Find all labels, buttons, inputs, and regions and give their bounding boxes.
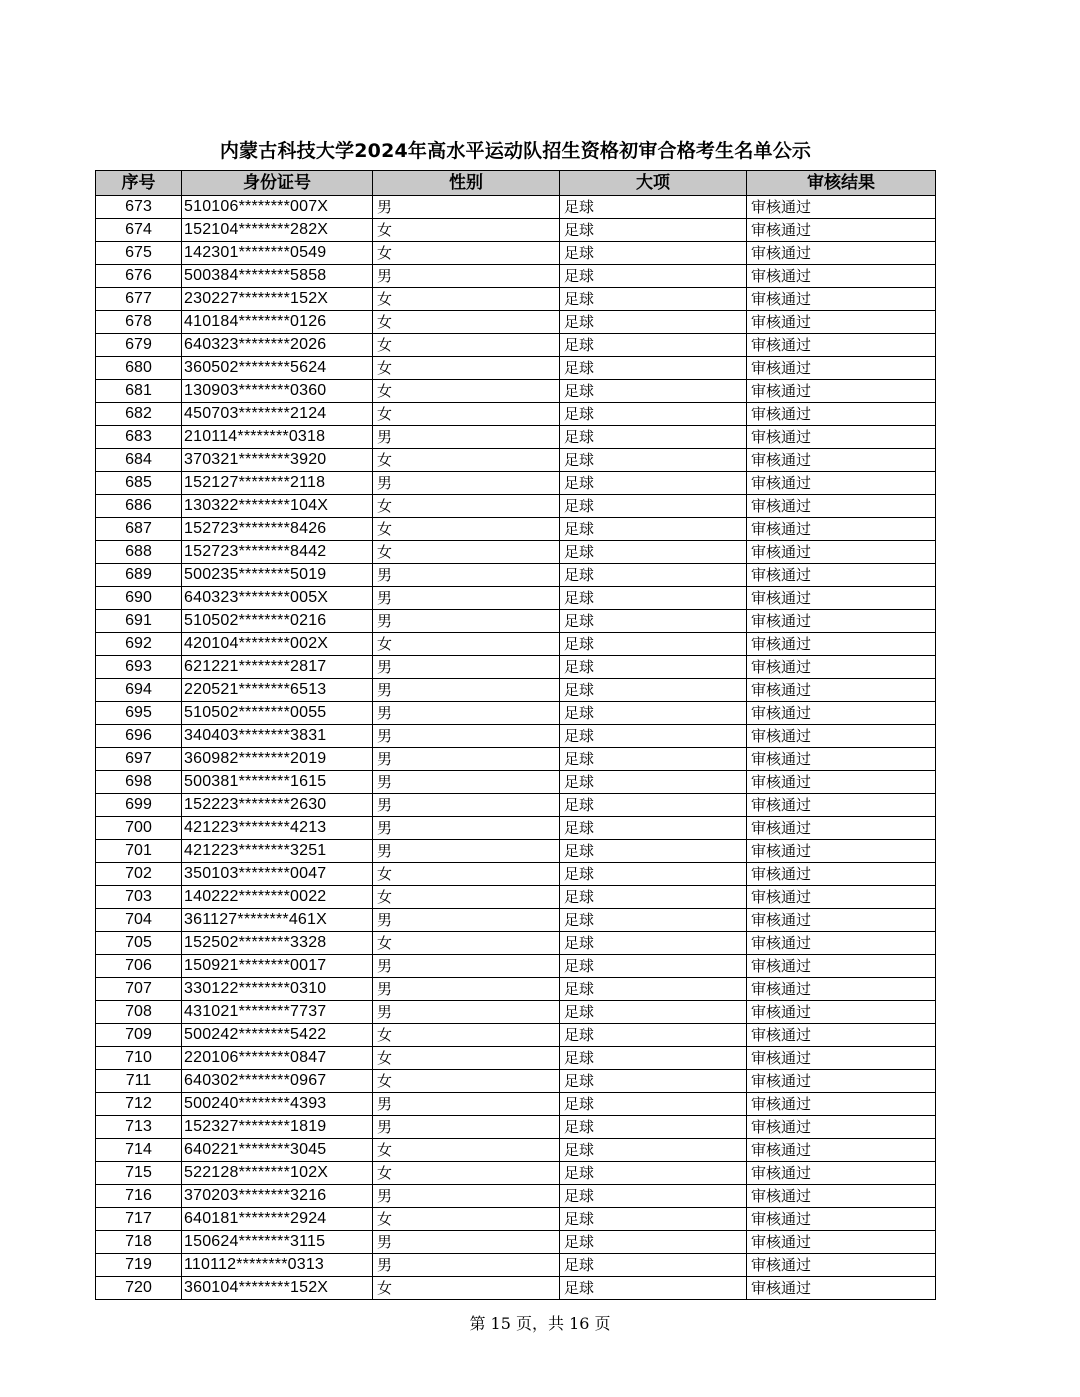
table-row bbox=[96, 978, 936, 1001]
cell-gender: 女 bbox=[373, 932, 560, 955]
cell-sport: 足球 bbox=[560, 403, 747, 426]
cell-id-number: 500235********5019 bbox=[182, 564, 373, 587]
cell-sport: 足球 bbox=[560, 1277, 747, 1300]
cell-result: 审核通过 bbox=[747, 564, 936, 587]
cell-result: 审核通过 bbox=[747, 426, 936, 449]
table-row bbox=[96, 771, 936, 794]
cell-gender: 男 bbox=[373, 909, 560, 932]
cell-id-number: 152327********1819 bbox=[182, 1116, 373, 1139]
cell-serial: 682 bbox=[96, 403, 182, 426]
cell-gender: 女 bbox=[373, 633, 560, 656]
cell-gender: 男 bbox=[373, 748, 560, 771]
cell-serial: 673 bbox=[96, 196, 182, 219]
cell-id-number: 152223********2630 bbox=[182, 794, 373, 817]
cell-sport: 足球 bbox=[560, 1254, 747, 1277]
cell-result: 审核通过 bbox=[747, 1254, 936, 1277]
cell-sport: 足球 bbox=[560, 1001, 747, 1024]
cell-result: 审核通过 bbox=[747, 587, 936, 610]
cell-sport: 足球 bbox=[560, 380, 747, 403]
cell-id-number: 210114********0318 bbox=[182, 426, 373, 449]
header-gender: 性别 bbox=[373, 171, 560, 196]
cell-sport: 足球 bbox=[560, 334, 747, 357]
cell-result: 审核通过 bbox=[747, 403, 936, 426]
cell-result: 审核通过 bbox=[747, 1185, 936, 1208]
cell-serial: 710 bbox=[96, 1047, 182, 1070]
cell-serial: 720 bbox=[96, 1277, 182, 1300]
cell-result: 审核通过 bbox=[747, 610, 936, 633]
cell-id-number: 450703********2124 bbox=[182, 403, 373, 426]
cell-sport: 足球 bbox=[560, 1047, 747, 1070]
cell-sport: 足球 bbox=[560, 311, 747, 334]
table-row bbox=[96, 380, 936, 403]
cell-id-number: 621221********2817 bbox=[182, 656, 373, 679]
cell-sport: 足球 bbox=[560, 265, 747, 288]
table-row bbox=[96, 656, 936, 679]
cell-result: 审核通过 bbox=[747, 518, 936, 541]
cell-gender: 女 bbox=[373, 1024, 560, 1047]
table-row bbox=[96, 840, 936, 863]
cell-gender: 女 bbox=[373, 219, 560, 242]
cell-sport: 足球 bbox=[560, 771, 747, 794]
cell-id-number: 500242********5422 bbox=[182, 1024, 373, 1047]
table-row bbox=[96, 449, 936, 472]
cell-serial: 708 bbox=[96, 1001, 182, 1024]
cell-serial: 717 bbox=[96, 1208, 182, 1231]
table-row bbox=[96, 472, 936, 495]
cell-serial: 711 bbox=[96, 1070, 182, 1093]
cell-id-number: 640323********2026 bbox=[182, 334, 373, 357]
cell-sport: 足球 bbox=[560, 495, 747, 518]
cell-result: 审核通过 bbox=[747, 633, 936, 656]
cell-gender: 男 bbox=[373, 771, 560, 794]
cell-result: 审核通过 bbox=[747, 196, 936, 219]
cell-result: 审核通过 bbox=[747, 771, 936, 794]
cell-result: 审核通过 bbox=[747, 334, 936, 357]
cell-serial: 706 bbox=[96, 955, 182, 978]
table-row bbox=[96, 1070, 936, 1093]
cell-id-number: 640181********2924 bbox=[182, 1208, 373, 1231]
cell-result: 审核通过 bbox=[747, 495, 936, 518]
table-row bbox=[96, 426, 936, 449]
cell-serial: 695 bbox=[96, 702, 182, 725]
cell-sport: 足球 bbox=[560, 656, 747, 679]
cell-gender: 女 bbox=[373, 518, 560, 541]
cell-serial: 688 bbox=[96, 541, 182, 564]
cell-gender: 女 bbox=[373, 311, 560, 334]
cell-result: 审核通过 bbox=[747, 1277, 936, 1300]
cell-id-number: 370203********3216 bbox=[182, 1185, 373, 1208]
cell-gender: 女 bbox=[373, 1208, 560, 1231]
cell-gender: 男 bbox=[373, 817, 560, 840]
cell-sport: 足球 bbox=[560, 196, 747, 219]
cell-gender: 女 bbox=[373, 242, 560, 265]
cell-sport: 足球 bbox=[560, 587, 747, 610]
table-row bbox=[96, 633, 936, 656]
cell-result: 审核通过 bbox=[747, 1024, 936, 1047]
header-result: 审核结果 bbox=[747, 171, 936, 196]
table-row bbox=[96, 1277, 936, 1300]
cell-id-number: 640323********005X bbox=[182, 587, 373, 610]
cell-gender: 女 bbox=[373, 1047, 560, 1070]
table-row bbox=[96, 1093, 936, 1116]
table-row bbox=[96, 242, 936, 265]
cell-gender: 女 bbox=[373, 1277, 560, 1300]
cell-id-number: 510502********0055 bbox=[182, 702, 373, 725]
cell-result: 审核通过 bbox=[747, 955, 936, 978]
cell-id-number: 230227********152X bbox=[182, 288, 373, 311]
table-row bbox=[96, 1162, 936, 1185]
cell-id-number: 361127********461X bbox=[182, 909, 373, 932]
cell-result: 审核通过 bbox=[747, 817, 936, 840]
cell-result: 审核通过 bbox=[747, 1070, 936, 1093]
cell-result: 审核通过 bbox=[747, 1116, 936, 1139]
cell-serial: 705 bbox=[96, 932, 182, 955]
cell-id-number: 130322********104X bbox=[182, 495, 373, 518]
table-row bbox=[96, 702, 936, 725]
cell-serial: 693 bbox=[96, 656, 182, 679]
cell-serial: 703 bbox=[96, 886, 182, 909]
cell-sport: 足球 bbox=[560, 357, 747, 380]
cell-id-number: 220106********0847 bbox=[182, 1047, 373, 1070]
cell-sport: 足球 bbox=[560, 426, 747, 449]
cell-serial: 699 bbox=[96, 794, 182, 817]
cell-gender: 男 bbox=[373, 265, 560, 288]
cell-gender: 女 bbox=[373, 334, 560, 357]
cell-sport: 足球 bbox=[560, 863, 747, 886]
cell-sport: 足球 bbox=[560, 219, 747, 242]
cell-serial: 683 bbox=[96, 426, 182, 449]
cell-serial: 690 bbox=[96, 587, 182, 610]
cell-result: 审核通过 bbox=[747, 656, 936, 679]
cell-id-number: 152502********3328 bbox=[182, 932, 373, 955]
cell-gender: 男 bbox=[373, 1093, 560, 1116]
cell-result: 审核通过 bbox=[747, 288, 936, 311]
cell-sport: 足球 bbox=[560, 932, 747, 955]
cell-id-number: 152127********2118 bbox=[182, 472, 373, 495]
cell-serial: 676 bbox=[96, 265, 182, 288]
cell-id-number: 500240********4393 bbox=[182, 1093, 373, 1116]
cell-result: 审核通过 bbox=[747, 932, 936, 955]
cell-result: 审核通过 bbox=[747, 1139, 936, 1162]
table-row bbox=[96, 817, 936, 840]
cell-gender: 女 bbox=[373, 863, 560, 886]
cell-id-number: 500381********1615 bbox=[182, 771, 373, 794]
table-row bbox=[96, 955, 936, 978]
cell-sport: 足球 bbox=[560, 1070, 747, 1093]
cell-id-number: 110112********0313 bbox=[182, 1254, 373, 1277]
cell-sport: 足球 bbox=[560, 288, 747, 311]
cell-id-number: 522128********102X bbox=[182, 1162, 373, 1185]
cell-gender: 男 bbox=[373, 426, 560, 449]
cell-serial: 686 bbox=[96, 495, 182, 518]
cell-result: 审核通过 bbox=[747, 978, 936, 1001]
cell-id-number: 150921********0017 bbox=[182, 955, 373, 978]
cell-id-number: 140222********0022 bbox=[182, 886, 373, 909]
cell-serial: 691 bbox=[96, 610, 182, 633]
cell-result: 审核通过 bbox=[747, 863, 936, 886]
table-row bbox=[96, 564, 936, 587]
cell-id-number: 640302********0967 bbox=[182, 1070, 373, 1093]
cell-id-number: 370321********3920 bbox=[182, 449, 373, 472]
cell-gender: 男 bbox=[373, 587, 560, 610]
cell-gender: 女 bbox=[373, 380, 560, 403]
cell-gender: 女 bbox=[373, 288, 560, 311]
cell-id-number: 330122********0310 bbox=[182, 978, 373, 1001]
table-row bbox=[96, 863, 936, 886]
cell-serial: 697 bbox=[96, 748, 182, 771]
cell-gender: 男 bbox=[373, 564, 560, 587]
table-row bbox=[96, 265, 936, 288]
table-row bbox=[96, 610, 936, 633]
cell-gender: 女 bbox=[373, 403, 560, 426]
table-row bbox=[96, 288, 936, 311]
cell-sport: 足球 bbox=[560, 748, 747, 771]
cell-sport: 足球 bbox=[560, 1116, 747, 1139]
cell-serial: 685 bbox=[96, 472, 182, 495]
cell-id-number: 500384********5858 bbox=[182, 265, 373, 288]
cell-gender: 女 bbox=[373, 495, 560, 518]
cell-result: 审核通过 bbox=[747, 1162, 936, 1185]
cell-gender: 女 bbox=[373, 541, 560, 564]
cell-sport: 足球 bbox=[560, 978, 747, 1001]
cell-serial: 684 bbox=[96, 449, 182, 472]
table-row bbox=[96, 196, 936, 219]
table-row bbox=[96, 1254, 936, 1277]
cell-sport: 足球 bbox=[560, 1093, 747, 1116]
cell-result: 审核通过 bbox=[747, 679, 936, 702]
cell-serial: 692 bbox=[96, 633, 182, 656]
page-footer: 第 15 页，共 16 页 bbox=[469, 1314, 611, 1333]
cell-id-number: 350103********0047 bbox=[182, 863, 373, 886]
cell-serial: 675 bbox=[96, 242, 182, 265]
cell-id-number: 340403********3831 bbox=[182, 725, 373, 748]
cell-gender: 男 bbox=[373, 1116, 560, 1139]
cell-sport: 足球 bbox=[560, 564, 747, 587]
table-row bbox=[96, 357, 936, 380]
cell-result: 审核通过 bbox=[747, 748, 936, 771]
cell-gender: 男 bbox=[373, 472, 560, 495]
cell-result: 审核通过 bbox=[747, 219, 936, 242]
cell-gender: 男 bbox=[373, 1254, 560, 1277]
cell-result: 审核通过 bbox=[747, 909, 936, 932]
cell-sport: 足球 bbox=[560, 633, 747, 656]
cell-result: 审核通过 bbox=[747, 702, 936, 725]
cell-sport: 足球 bbox=[560, 840, 747, 863]
cell-id-number: 152723********8426 bbox=[182, 518, 373, 541]
cell-id-number: 360502********5624 bbox=[182, 357, 373, 380]
cell-result: 审核通过 bbox=[747, 1208, 936, 1231]
cell-result: 审核通过 bbox=[747, 541, 936, 564]
table-row bbox=[96, 886, 936, 909]
cell-result: 审核通过 bbox=[747, 840, 936, 863]
table-row bbox=[96, 541, 936, 564]
cell-id-number: 420104********002X bbox=[182, 633, 373, 656]
cell-sport: 足球 bbox=[560, 886, 747, 909]
cell-result: 审核通过 bbox=[747, 1001, 936, 1024]
cell-sport: 足球 bbox=[560, 449, 747, 472]
cell-id-number: 142301********0549 bbox=[182, 242, 373, 265]
cell-result: 审核通过 bbox=[747, 1047, 936, 1070]
cell-sport: 足球 bbox=[560, 472, 747, 495]
table-row bbox=[96, 932, 936, 955]
cell-serial: 707 bbox=[96, 978, 182, 1001]
cell-result: 审核通过 bbox=[747, 242, 936, 265]
cell-id-number: 410184********0126 bbox=[182, 311, 373, 334]
cell-serial: 712 bbox=[96, 1093, 182, 1116]
table-row bbox=[96, 334, 936, 357]
table-row bbox=[96, 1139, 936, 1162]
cell-sport: 足球 bbox=[560, 725, 747, 748]
cell-serial: 700 bbox=[96, 817, 182, 840]
cell-gender: 男 bbox=[373, 679, 560, 702]
cell-gender: 男 bbox=[373, 725, 560, 748]
cell-serial: 698 bbox=[96, 771, 182, 794]
cell-sport: 足球 bbox=[560, 1162, 747, 1185]
cell-id-number: 510106********007X bbox=[182, 196, 373, 219]
cell-gender: 男 bbox=[373, 978, 560, 1001]
cell-gender: 男 bbox=[373, 955, 560, 978]
cell-gender: 女 bbox=[373, 1070, 560, 1093]
cell-gender: 男 bbox=[373, 1231, 560, 1254]
cell-serial: 696 bbox=[96, 725, 182, 748]
table-row bbox=[96, 679, 936, 702]
cell-sport: 足球 bbox=[560, 518, 747, 541]
document-title: 内蒙古科技大学2024年高水平运动队招生资格初审合格考生名单公示 bbox=[219, 140, 812, 162]
cell-serial: 679 bbox=[96, 334, 182, 357]
table-row bbox=[96, 1231, 936, 1254]
cell-sport: 足球 bbox=[560, 1231, 747, 1254]
cell-id-number: 220521********6513 bbox=[182, 679, 373, 702]
cell-serial: 687 bbox=[96, 518, 182, 541]
cell-sport: 足球 bbox=[560, 702, 747, 725]
cell-id-number: 150624********3115 bbox=[182, 1231, 373, 1254]
cell-sport: 足球 bbox=[560, 1024, 747, 1047]
cell-serial: 701 bbox=[96, 840, 182, 863]
cell-sport: 足球 bbox=[560, 909, 747, 932]
table-row bbox=[96, 518, 936, 541]
table-row bbox=[96, 909, 936, 932]
cell-gender: 男 bbox=[373, 794, 560, 817]
cell-gender: 女 bbox=[373, 1162, 560, 1185]
cell-id-number: 510502********0216 bbox=[182, 610, 373, 633]
table-row bbox=[96, 1047, 936, 1070]
cell-gender: 男 bbox=[373, 610, 560, 633]
table-row bbox=[96, 403, 936, 426]
cell-gender: 女 bbox=[373, 886, 560, 909]
cell-serial: 680 bbox=[96, 357, 182, 380]
cell-gender: 女 bbox=[373, 449, 560, 472]
cell-id-number: 421223********4213 bbox=[182, 817, 373, 840]
table-row bbox=[96, 725, 936, 748]
cell-result: 审核通过 bbox=[747, 449, 936, 472]
table-row bbox=[96, 587, 936, 610]
table-row bbox=[96, 1116, 936, 1139]
cell-sport: 足球 bbox=[560, 541, 747, 564]
cell-serial: 677 bbox=[96, 288, 182, 311]
cell-result: 审核通过 bbox=[747, 311, 936, 334]
cell-serial: 716 bbox=[96, 1185, 182, 1208]
table-row bbox=[96, 219, 936, 242]
cell-gender: 男 bbox=[373, 1185, 560, 1208]
cell-serial: 713 bbox=[96, 1116, 182, 1139]
cell-result: 审核通过 bbox=[747, 794, 936, 817]
table-row bbox=[96, 495, 936, 518]
table-body bbox=[96, 196, 936, 1300]
header-id-number: 身份证号 bbox=[182, 171, 373, 196]
cell-gender: 男 bbox=[373, 656, 560, 679]
cell-id-number: 152723********8442 bbox=[182, 541, 373, 564]
cell-sport: 足球 bbox=[560, 817, 747, 840]
cell-sport: 足球 bbox=[560, 610, 747, 633]
cell-id-number: 421223********3251 bbox=[182, 840, 373, 863]
cell-gender: 男 bbox=[373, 702, 560, 725]
table-row bbox=[96, 794, 936, 817]
header-serial: 序号 bbox=[96, 171, 182, 196]
cell-sport: 足球 bbox=[560, 1185, 747, 1208]
cell-serial: 714 bbox=[96, 1139, 182, 1162]
cell-id-number: 640221********3045 bbox=[182, 1139, 373, 1162]
cell-serial: 689 bbox=[96, 564, 182, 587]
table-row bbox=[96, 748, 936, 771]
cell-id-number: 431021********7737 bbox=[182, 1001, 373, 1024]
cell-sport: 足球 bbox=[560, 1139, 747, 1162]
cell-serial: 681 bbox=[96, 380, 182, 403]
candidate-table bbox=[95, 170, 936, 1300]
cell-result: 审核通过 bbox=[747, 472, 936, 495]
cell-sport: 足球 bbox=[560, 1208, 747, 1231]
table-row bbox=[96, 311, 936, 334]
cell-gender: 男 bbox=[373, 1001, 560, 1024]
cell-result: 审核通过 bbox=[747, 1231, 936, 1254]
table-row bbox=[96, 1185, 936, 1208]
cell-result: 审核通过 bbox=[747, 357, 936, 380]
cell-sport: 足球 bbox=[560, 794, 747, 817]
table-header-row bbox=[96, 171, 936, 196]
cell-serial: 718 bbox=[96, 1231, 182, 1254]
table-row bbox=[96, 1024, 936, 1047]
cell-id-number: 360982********2019 bbox=[182, 748, 373, 771]
cell-serial: 704 bbox=[96, 909, 182, 932]
cell-serial: 678 bbox=[96, 311, 182, 334]
cell-serial: 719 bbox=[96, 1254, 182, 1277]
cell-serial: 715 bbox=[96, 1162, 182, 1185]
cell-id-number: 130903********0360 bbox=[182, 380, 373, 403]
header-sport: 大项 bbox=[560, 171, 747, 196]
table-row bbox=[96, 1001, 936, 1024]
cell-serial: 709 bbox=[96, 1024, 182, 1047]
cell-result: 审核通过 bbox=[747, 1093, 936, 1116]
cell-sport: 足球 bbox=[560, 955, 747, 978]
cell-sport: 足球 bbox=[560, 679, 747, 702]
cell-gender: 男 bbox=[373, 840, 560, 863]
cell-serial: 694 bbox=[96, 679, 182, 702]
cell-serial: 674 bbox=[96, 219, 182, 242]
cell-result: 审核通过 bbox=[747, 725, 936, 748]
table-row bbox=[96, 1208, 936, 1231]
cell-gender: 男 bbox=[373, 196, 560, 219]
cell-gender: 女 bbox=[373, 357, 560, 380]
cell-serial: 702 bbox=[96, 863, 182, 886]
cell-result: 审核通过 bbox=[747, 886, 936, 909]
cell-result: 审核通过 bbox=[747, 380, 936, 403]
cell-id-number: 152104********282X bbox=[182, 219, 373, 242]
cell-gender: 女 bbox=[373, 1139, 560, 1162]
cell-sport: 足球 bbox=[560, 242, 747, 265]
cell-result: 审核通过 bbox=[747, 265, 936, 288]
cell-id-number: 360104********152X bbox=[182, 1277, 373, 1300]
